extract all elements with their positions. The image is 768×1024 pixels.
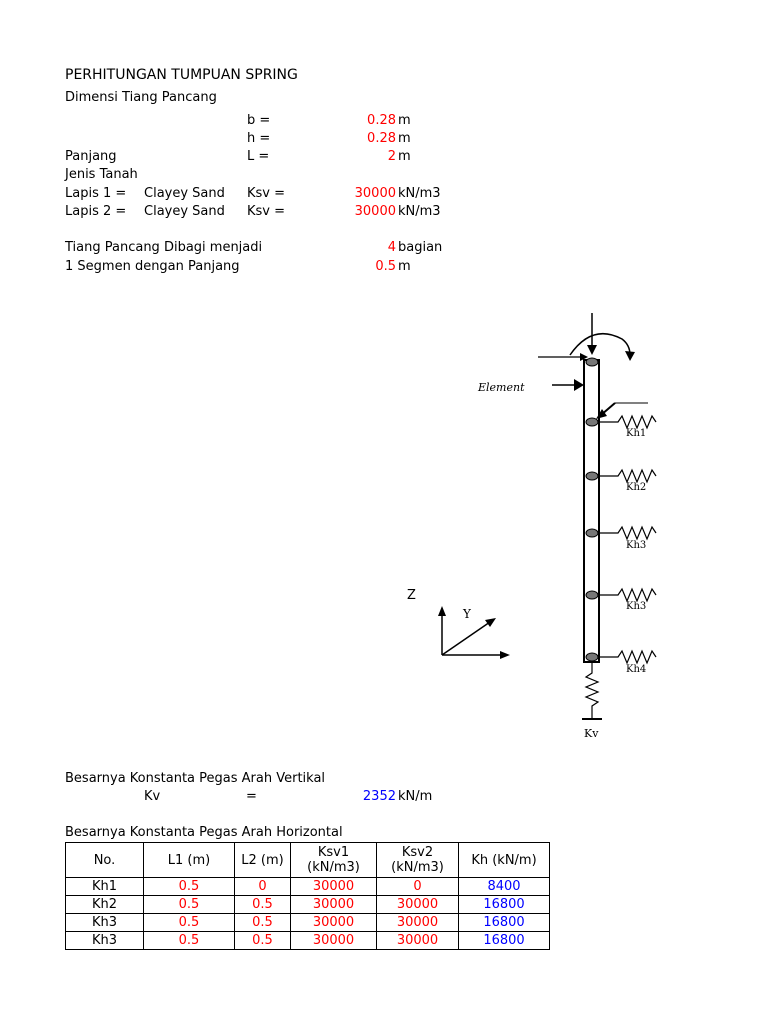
vertikal-heading: Besarnya Konstanta Pegas Arah Vertikal (65, 771, 326, 786)
kv-label: Kv (144, 789, 161, 804)
panjang-label: L = (247, 149, 270, 164)
lapis2-ksv-label: Ksv = (247, 204, 286, 219)
row-label: Kh2 (66, 896, 144, 914)
l2-cell[interactable]: 0.5 (235, 914, 291, 932)
l1-cell[interactable]: 0.5 (144, 932, 235, 950)
kh-table-header (66, 843, 550, 878)
ksv1-cell[interactable]: 30000 (291, 896, 377, 914)
lapis1-name: Lapis 1 = (65, 186, 127, 201)
segmen-panjang-unit: m (398, 259, 411, 274)
element-label: Element (478, 381, 525, 394)
lapis2-soil: Clayey Sand (144, 204, 225, 219)
lapis2-name: Lapis 2 = (65, 204, 127, 219)
kv-value: 2352 (362, 789, 396, 804)
table-row (66, 932, 550, 950)
h-unit: m (398, 131, 411, 146)
ksv2-cell[interactable]: 30000 (377, 932, 459, 950)
ksv2-cell[interactable]: 0 (377, 878, 459, 896)
l2-cell[interactable]: 0.5 (235, 932, 291, 950)
ksv2-cell[interactable]: 30000 (377, 896, 459, 914)
segmen-panjang-label: 1 Segmen dengan Panjang (65, 259, 240, 274)
row-label: Kh3 (66, 932, 144, 950)
lapis1-ksv-unit: kN/m3 (398, 186, 441, 201)
horizontal-heading: Besarnya Konstanta Pegas Arah Horizontal (65, 825, 343, 840)
dibagi-label: Tiang Pancang Dibagi menjadi (65, 240, 263, 255)
table-row (66, 896, 550, 914)
l1-cell[interactable]: 0.5 (144, 914, 235, 932)
kv-unit: kN/m (398, 789, 433, 804)
b-label: b = (247, 113, 271, 128)
l2-cell[interactable]: 0.5 (235, 896, 291, 914)
spring-kh4 (599, 651, 656, 675)
kh-cell: 16800 (459, 914, 550, 932)
spring-kh3a (599, 527, 656, 551)
dibagi-unit: bagian (398, 240, 443, 255)
ksv1-cell[interactable]: 30000 (291, 914, 377, 932)
lapis2-ksv-value[interactable]: 30000 (354, 204, 396, 219)
h-value[interactable]: 0.28 (367, 131, 396, 146)
h-label: h = (247, 131, 271, 146)
kv-equals: = (246, 789, 257, 804)
svg-text:Kh4: Kh4 (626, 664, 647, 675)
b-unit: m (398, 113, 411, 128)
pile-spring-diagram (470, 305, 670, 745)
col-ksv2: Ksv2 (kN/m3) (377, 843, 459, 878)
lapis2-ksv-unit: kN/m3 (398, 204, 441, 219)
svg-text:Kh3: Kh3 (626, 601, 647, 612)
kh-cell: 8400 (459, 878, 550, 896)
ksv1-cell[interactable]: 30000 (291, 932, 377, 950)
kh-cell: 16800 (459, 932, 550, 950)
svg-text:Kh2: Kh2 (626, 482, 647, 493)
col-kh: Kh (kN/m) (459, 843, 550, 878)
svg-text:Kh1: Kh1 (626, 428, 647, 439)
spring-kv (582, 662, 602, 740)
page-title: PERHITUNGAN TUMPUAN SPRING (65, 67, 298, 83)
lapis1-ksv-label: Ksv = (247, 186, 286, 201)
l1-cell[interactable]: 0.5 (144, 896, 235, 914)
dimensi-heading: Dimensi Tiang Pancang (65, 90, 217, 105)
lapis1-soil: Clayey Sand (144, 186, 225, 201)
b-value[interactable]: 0.28 (367, 113, 396, 128)
ksv2-cell[interactable]: 30000 (377, 914, 459, 932)
col-no: No. (66, 843, 144, 878)
ksv1-cell[interactable]: 30000 (291, 878, 377, 896)
panjang-value[interactable]: 2 (387, 149, 396, 164)
table-row (66, 914, 550, 932)
spring-kh3b (599, 589, 656, 612)
jenis-tanah-heading: Jenis Tanah (65, 167, 138, 182)
l2-cell[interactable]: 0 (235, 878, 291, 896)
kh-cell: 16800 (459, 896, 550, 914)
col-ksv1: Ksv1 (kN/m3) (291, 843, 377, 878)
kh-table (65, 842, 550, 950)
spring-kh1 (599, 416, 656, 439)
panjang-name: Panjang (65, 149, 117, 164)
row-label: Kh3 (66, 914, 144, 932)
axis-z-label: Z (407, 588, 416, 603)
dibagi-value[interactable]: 4 (387, 240, 396, 255)
table-row (66, 878, 550, 896)
col-l2: L2 (m) (235, 843, 291, 878)
svg-text:Kh3: Kh3 (626, 540, 647, 551)
col-l1: L1 (m) (144, 843, 235, 878)
panjang-unit: m (398, 149, 411, 164)
row-label: Kh1 (66, 878, 144, 896)
spring-kh2 (599, 470, 656, 493)
segmen-panjang-value: 0.5 (375, 259, 396, 274)
lapis1-ksv-value[interactable]: 30000 (354, 186, 396, 201)
l1-cell[interactable]: 0.5 (144, 878, 235, 896)
axis-y-label: Y (463, 607, 471, 621)
svg-text:Kv: Kv (584, 727, 599, 740)
